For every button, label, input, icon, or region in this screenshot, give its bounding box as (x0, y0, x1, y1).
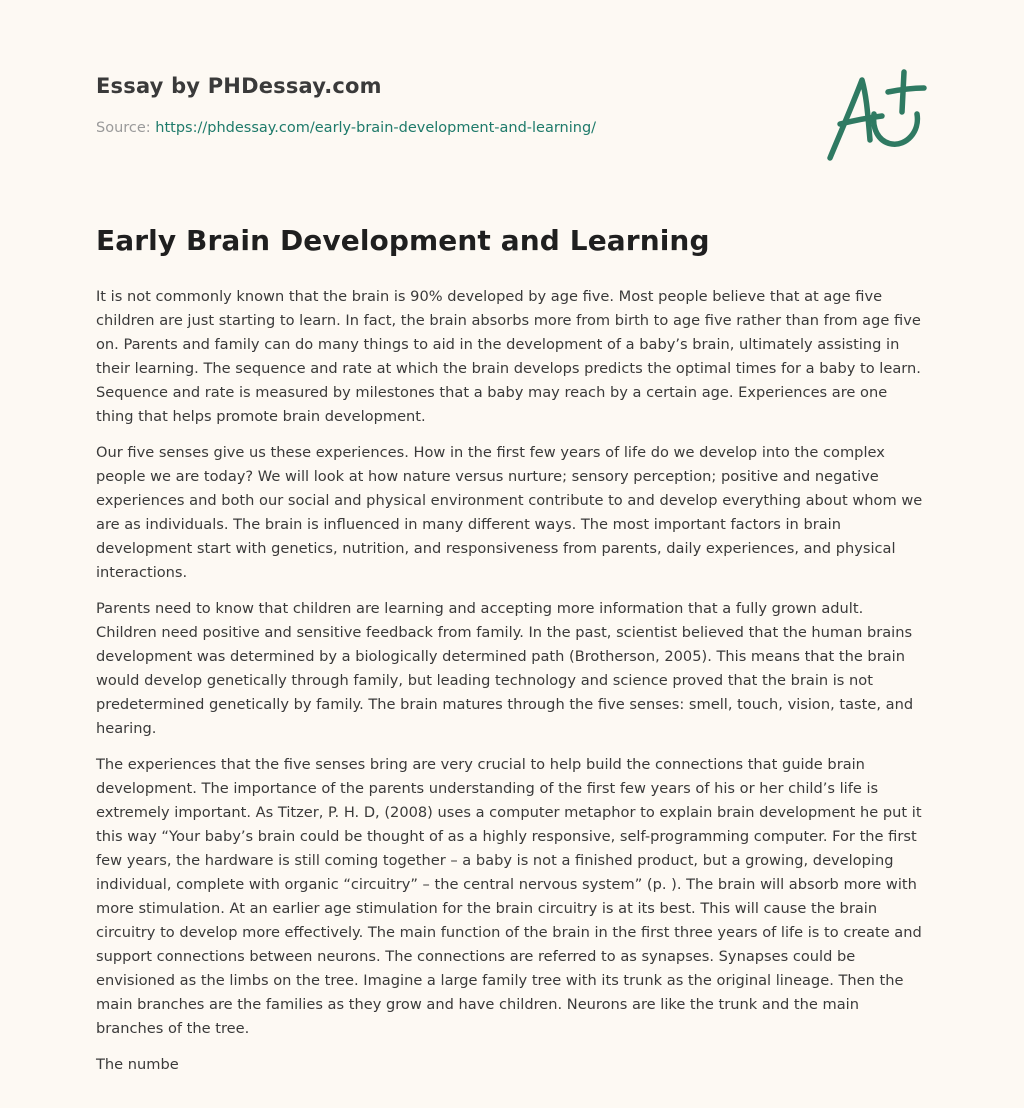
source-line (96, 120, 796, 136)
essay-title: Early Brain Development and Learning (96, 224, 710, 257)
a-plus-grade-icon (822, 66, 930, 166)
site-title: Essay by PHDessay.com (96, 74, 382, 98)
essay-paragraph: Parents need to know that children are learning and accepting more information that a fully grown adult. Children need positive and sensitive feedback from family. In the past, scientist believed that the human brains development was determined by a biologically determined path (Brotherson, 2005). This means that the brain would develop genetically through family, but leading technology and science proved that the brain is not predetermined genetically by family. The brain matures through the five senses: smell, touch, vision, taste, and hearing. (96, 600, 914, 737)
essay-paragraph: Our five senses give us these experiences. How in the first few years of life do we develop into the complex people we are today? We will look at how nature versus nurture; sensory perception; positive and negative experiences and both our social and physical environment contribute to and develop everything about whom we are as individuals. The brain is influenced in many different ways. The most important factors in brain development start with genetics, nutrition, and responsiveness from parents, daily experiences, and physical interactions. (96, 444, 923, 581)
essay-paragraph: The experiences that the five senses bring are very crucial to help build the connections that guide brain development. The importance of the parents understanding of the first few years of his or her child’s life is extremely important. As Titzer, P. H. D, (2008) uses a computer metaphor to explain brain development he put it this way “Your baby’s brain could be thought of as a highly responsive, self-programming computer. For the first few years, the hardware is still coming together – a baby is not a finished product, but a growing, developing individual, complete with organic “circuitry” – the central nervous system” (p. ). The brain will absorb more with more stimulation. At an earlier age stimulation for the brain circuitry is at its best. This will cause the brain circuitry to develop more effectively. The main function of the brain in the first three years of life is to create and support connections between neurons. The connections are referred to as synapses. Synapses could be envisioned as the limbs on the tree. Imagine a large family tree with its trunk as the original lineage. Then the main branches are the families as they grow and have children. Neurons are like the trunk and the main branches of the tree. (96, 756, 922, 1037)
site-header (96, 74, 796, 136)
source-link[interactable]: https://phdessay.com/early-brain-development-and-learning/ (155, 120, 597, 136)
source-label: Source: (96, 120, 151, 136)
essay-body (96, 285, 928, 1089)
essay-paragraph: It is not commonly known that the brain is 90% developed by age five. Most people believe that at age five children are just starting to learn. In fact, the brain absorbs more from birth to age five rather than from age five on. Parents and family can do many things to aid in the development of a baby’s brain, ultimately assisting in their learning. The sequence and rate at which the brain develops predicts the optimal times for a baby to learn. Sequence and rate is measured by milestones that a baby may reach by a certain age. Experiences are one thing that helps promote brain development. (96, 288, 921, 425)
essay-paragraph-truncated: The numbe (96, 1056, 179, 1073)
